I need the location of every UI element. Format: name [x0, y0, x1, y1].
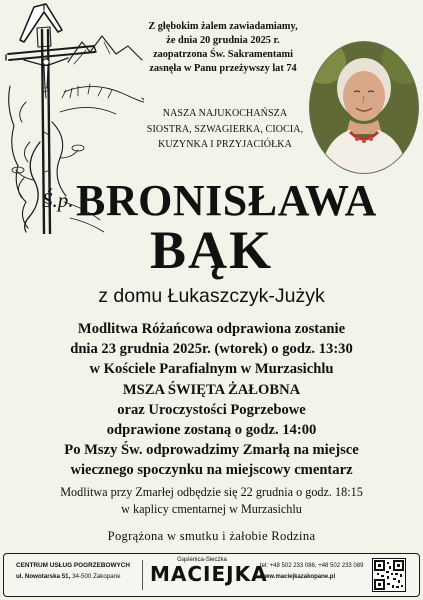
brand-tagline: Gąsienica-Sieczka	[177, 557, 227, 563]
deceased-surname: BĄK	[149, 220, 274, 280]
address-street: ul. Nowotarska 51,	[16, 573, 71, 580]
funeral-home-footer	[3, 553, 420, 597]
brand-logo: MACIEJKA	[150, 562, 268, 586]
relation-line: KUZYNKA I PRZYJACIÓŁKA	[158, 139, 292, 150]
ceremony-line: oraz Uroczystości Pogrzebowe	[117, 401, 306, 418]
deceased-first-name: BRONISŁAWA	[76, 176, 377, 225]
ceremony-details	[0, 319, 423, 481]
vigil-line: w kaplicy cmentarnej w Murzasichlu	[121, 502, 302, 516]
ceremony-line: Po Mszy Św. odprowadzimy Zmarłą na miejsce	[64, 442, 359, 459]
address-city: 34-500 Zakopane	[72, 573, 121, 580]
vigil-line: Modlitwa przy Zmarłej odbędzie się 22 grudnia o godz. 18:15	[60, 485, 363, 499]
relation-line: SIOSTRA, SZWAGIERKA, CIOCIA,	[146, 123, 304, 135]
intro-line: Z głębokim żalem zawiadamiamy,	[148, 21, 298, 32]
ceremony-line: dnia 23 grudnia 2025r. (wtorek) o godz. 13:30	[70, 341, 353, 358]
funeral-home-name: CENTRUM USŁUG POGRZEBOWYCH	[16, 562, 130, 569]
footer-divider	[142, 560, 143, 590]
family-signature: Pogrążona w smutku i żałobie Rodzina	[107, 529, 316, 543]
intro-line: że dnia 20 grudnia 2025 r.	[166, 35, 280, 46]
intro-line: zasnęła w Panu przeżywszy lat 74	[149, 63, 297, 74]
family-relations	[140, 106, 310, 153]
ceremony-line: w Kościele Parafialnym w Murzasichlu	[89, 361, 334, 378]
qr-code-icon[interactable]	[372, 558, 406, 592]
intro-line: zaopatrzona Św. Sakramentami	[153, 49, 293, 60]
ceremony-line: odprawione zostaną o godz. 14:00	[106, 422, 317, 439]
ceremony-line: MSZA ŚWIĘTA ŻAŁOBNA	[122, 381, 301, 398]
late-prefix: Ś.p.	[42, 188, 74, 212]
funeral-home-address	[16, 573, 146, 580]
announcement-intro	[138, 20, 308, 76]
maiden-name: z domu Łukaszczyk-Jużyk	[98, 285, 325, 307]
deceased-portrait	[309, 41, 419, 174]
website-link[interactable]: www.maciejkazakopane.pl	[260, 574, 336, 580]
relation-line: NASZA NAJUKOCHAŃSZA	[162, 108, 288, 119]
phone-numbers: tel: +48 502 233 086, +48 502 233 089	[260, 563, 364, 569]
funeral-home-brand	[150, 557, 268, 586]
funeral-home-links	[260, 563, 370, 585]
ceremony-line: Modlitwa Różańcowa odprawiona zostanie	[77, 321, 346, 337]
funeral-home-contact	[16, 562, 146, 580]
ceremony-line: wiecznego spoczynku na miejscowy cmentarz	[70, 462, 353, 479]
vigil-notice	[0, 484, 423, 518]
